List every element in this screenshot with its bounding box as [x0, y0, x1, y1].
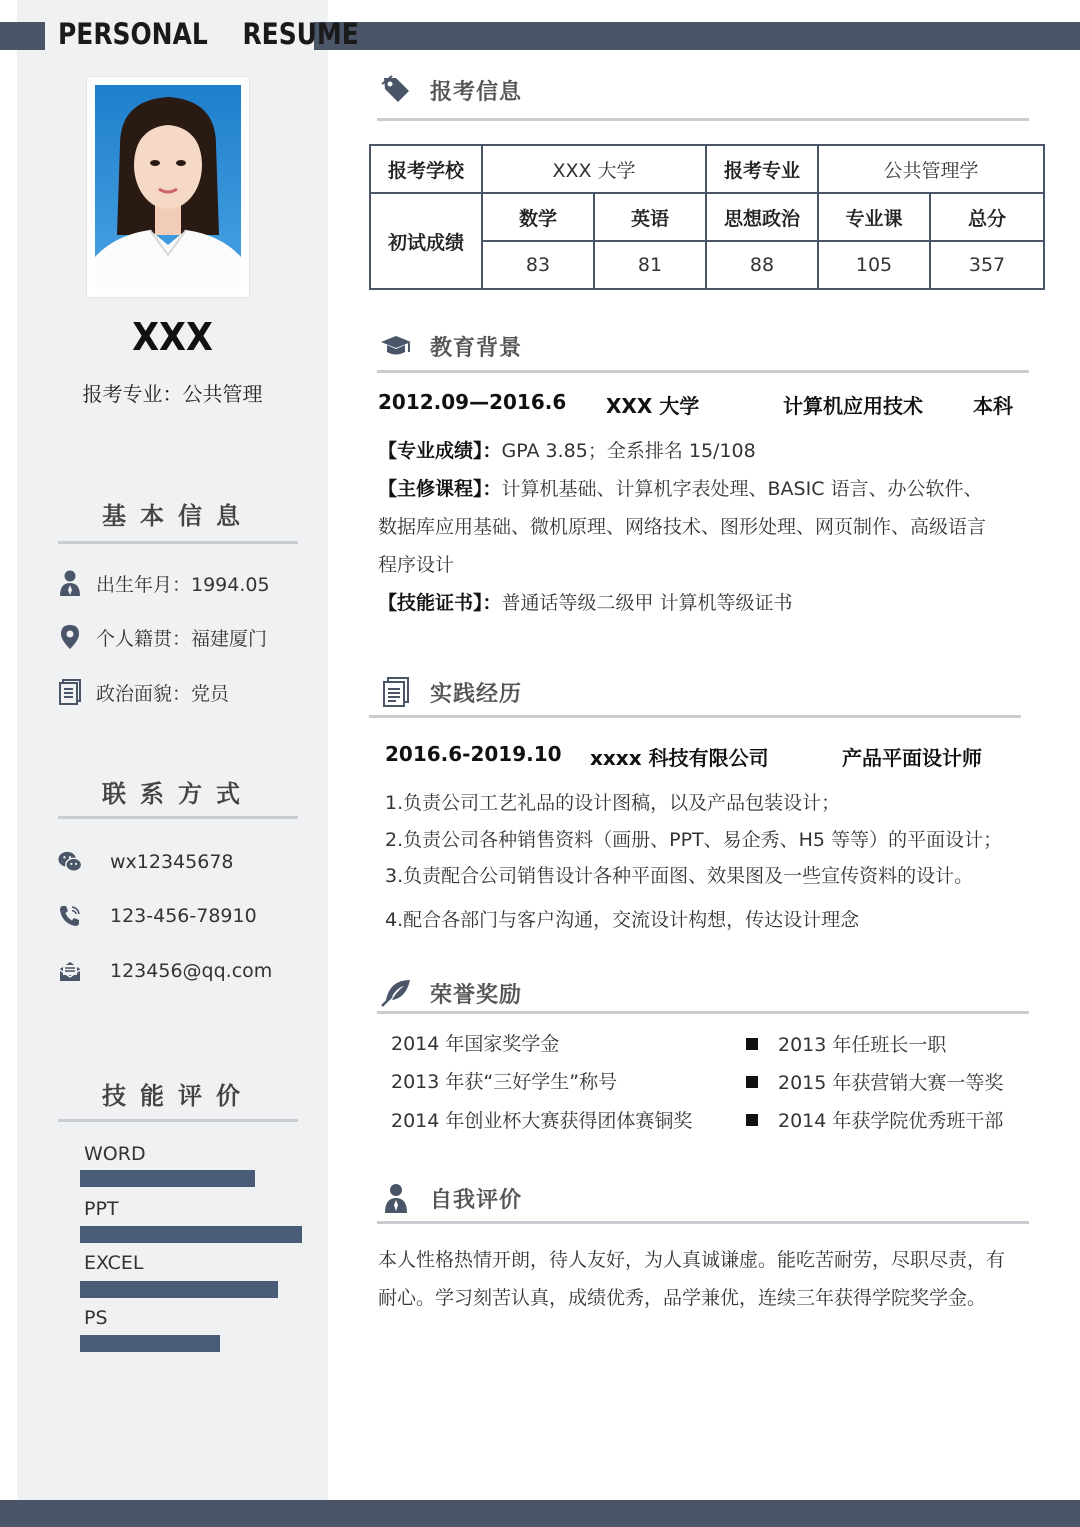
skill-bar-ps — [80, 1335, 302, 1352]
honors-section-title: 荣誉奖励 — [430, 982, 523, 1008]
email-row — [58, 956, 272, 986]
practice-section-title: 实践经历 — [430, 681, 523, 707]
email-text: 123456@qq.com — [110, 960, 273, 982]
skill-label-word: WORD — [84, 1143, 146, 1165]
school-label-cell: 报考学校 — [370, 145, 482, 193]
hometown-text: 个人籍贯：福建厦门 — [96, 627, 268, 650]
self-eval-section-heading — [378, 1180, 522, 1216]
duty-item: 3.负责配合公司销售设计各种平面图、效果图及一些宣传资料的设计。 — [385, 865, 974, 887]
subject-cell: 思想政治 — [706, 193, 818, 241]
honors-section-heading — [378, 975, 522, 1011]
score-cell: 81 — [594, 241, 706, 289]
courses-label: 【主修课程】： — [378, 478, 502, 500]
practice-position: 产品平面设计师 — [842, 746, 982, 770]
exam-section-heading — [378, 72, 522, 108]
contact-heading: 联系方式 — [102, 780, 254, 808]
duty-item: 2.负责公司各种销售资料（画册、PPT、易企秀、H5 等等）的平面设计； — [385, 829, 1003, 851]
education-period: 2012.09—2016.6 — [378, 390, 567, 414]
subject-cell: 总分 — [930, 193, 1044, 241]
skill-label-ps: PS — [84, 1307, 108, 1329]
square-bullet-icon — [746, 1076, 758, 1088]
resume-title: PERSONAL RESUME — [58, 17, 359, 51]
phone-text: 123-456-78910 — [110, 905, 257, 927]
person-icon — [58, 570, 82, 596]
basic-info-divider — [58, 541, 298, 544]
major-label-cell: 报考专业 — [706, 145, 818, 193]
exam-table — [369, 144, 1045, 290]
table-row — [370, 193, 1044, 241]
skill-bar-ppt — [80, 1226, 302, 1243]
header-bar-right — [314, 22, 1080, 50]
certs-label: 【技能证书】： — [378, 592, 502, 614]
skill-fill-ppt — [80, 1226, 302, 1243]
honor-item: 2013 年获“三好学生”称号 — [391, 1071, 618, 1093]
square-bullet-icon — [746, 1038, 758, 1050]
education-section-heading — [378, 328, 522, 364]
practice-section-heading — [378, 674, 522, 710]
birth-date-row — [58, 568, 270, 598]
skill-fill-excel — [80, 1281, 278, 1298]
honors-section-divider — [377, 1011, 1029, 1014]
subject-cell: 数学 — [482, 193, 594, 241]
tag-icon — [378, 72, 414, 108]
document-icon — [378, 674, 414, 710]
practice-section-divider — [369, 715, 1021, 718]
self-eval-line-1: 本人性格热情开朗，待人友好，为人真诚谦虚。能吃苦耐劳，尽职尽责，有 — [378, 1249, 1006, 1271]
location-pin-icon — [58, 624, 82, 650]
political-status-row — [58, 677, 229, 707]
courses-line-2: 数据库应用基础、微机原理、网络技术、图形处理、网页制作、高级语言 — [378, 516, 987, 538]
score-cell: 105 — [818, 241, 930, 289]
skill-fill-ps — [80, 1335, 220, 1352]
certs-line — [378, 584, 793, 622]
school-value-cell: XXX 大学 — [482, 145, 706, 193]
courses-text-1: 计算机基础、计算机字表处理、BASIC 语言、办公软件、 — [501, 478, 983, 500]
skills-heading: 技能评价 — [102, 1082, 254, 1110]
wechat-text: wx12345678 — [110, 851, 234, 873]
duty-item: 4.配合各部门与客户沟通，交流设计构想，传达设计理念 — [385, 909, 860, 931]
portrait-image — [95, 85, 241, 289]
exam-section-divider — [377, 118, 1029, 121]
self-eval-section-title: 自我评价 — [430, 1187, 523, 1213]
score-label-cell: 初试成绩 — [370, 193, 482, 289]
certs-text: 普通话等级二级甲 计算机等级证书 — [501, 592, 793, 614]
skill-bar-excel — [80, 1281, 302, 1298]
gpa-line — [378, 432, 756, 470]
score-cell: 83 — [482, 241, 594, 289]
applied-major: 报考专业：公共管理 — [82, 382, 263, 406]
self-eval-line-2: 耐心。学习刻苦认真，成绩优秀，品学兼优，连续三年获得学院奖学金。 — [378, 1287, 987, 1309]
wechat-row — [58, 847, 234, 877]
education-degree: 本科 — [973, 394, 1013, 418]
courses-line-1 — [378, 470, 983, 508]
honor-item: 2015 年获营销大赛一等奖 — [778, 1072, 1004, 1094]
self-eval-section-divider — [377, 1221, 1029, 1224]
subject-cell: 英语 — [594, 193, 706, 241]
hometown-row — [58, 622, 267, 652]
wechat-icon — [58, 849, 82, 875]
graduation-cap-icon — [378, 328, 414, 364]
honor-item: 2014 年创业杯大赛获得团体赛铜奖 — [391, 1110, 693, 1132]
duty-item: 1.负责公司工艺礼品的设计图稿，以及产品包装设计； — [385, 792, 841, 814]
honor-item: 2013 年任班长一职 — [778, 1034, 947, 1056]
square-bullet-icon — [746, 1114, 758, 1126]
honor-item: 2014 年国家奖学金 — [391, 1033, 560, 1055]
major-value-cell: 公共管理学 — [818, 145, 1044, 193]
birth-date-text: 出生年月：1994.05 — [96, 573, 270, 596]
skills-divider — [58, 1119, 298, 1122]
gpa-label: 【专业成绩】： — [378, 440, 502, 462]
political-status-text: 政治面貌：党员 — [96, 682, 230, 705]
skill-fill-word — [80, 1170, 255, 1187]
basic-info-heading: 基本信息 — [102, 502, 254, 530]
education-section-title: 教育背景 — [430, 335, 523, 361]
gpa-text: GPA 3.85；全系排名 15/108 — [501, 440, 756, 462]
document-icon — [58, 679, 82, 705]
skill-bar-word — [80, 1170, 302, 1187]
footer-bar — [0, 1500, 1080, 1527]
education-school: XXX 大学 — [606, 394, 700, 418]
feather-icon — [378, 975, 414, 1011]
skill-label-ppt: PPT — [84, 1198, 119, 1220]
header-bar-left — [0, 22, 45, 50]
education-section-divider — [377, 370, 1029, 373]
courses-line-3: 程序设计 — [378, 554, 455, 576]
email-icon — [58, 958, 82, 984]
person-icon — [378, 1180, 414, 1216]
skill-label-excel: EXCEL — [84, 1252, 144, 1274]
table-row — [370, 145, 1044, 193]
subject-cell: 专业课 — [818, 193, 930, 241]
practice-period: 2016.6-2019.10 — [385, 742, 562, 766]
practice-company: xxxx 科技有限公司 — [590, 746, 769, 770]
profile-photo — [87, 77, 249, 297]
phone-icon — [58, 903, 82, 929]
contact-divider — [58, 816, 298, 819]
score-cell: 357 — [930, 241, 1044, 289]
education-major: 计算机应用技术 — [783, 394, 923, 418]
score-cell: 88 — [706, 241, 818, 289]
phone-row — [58, 901, 257, 931]
exam-section-title: 报考信息 — [430, 79, 523, 105]
honor-item: 2014 年获学院优秀班干部 — [778, 1110, 1004, 1132]
person-name: XXX — [132, 315, 213, 359]
